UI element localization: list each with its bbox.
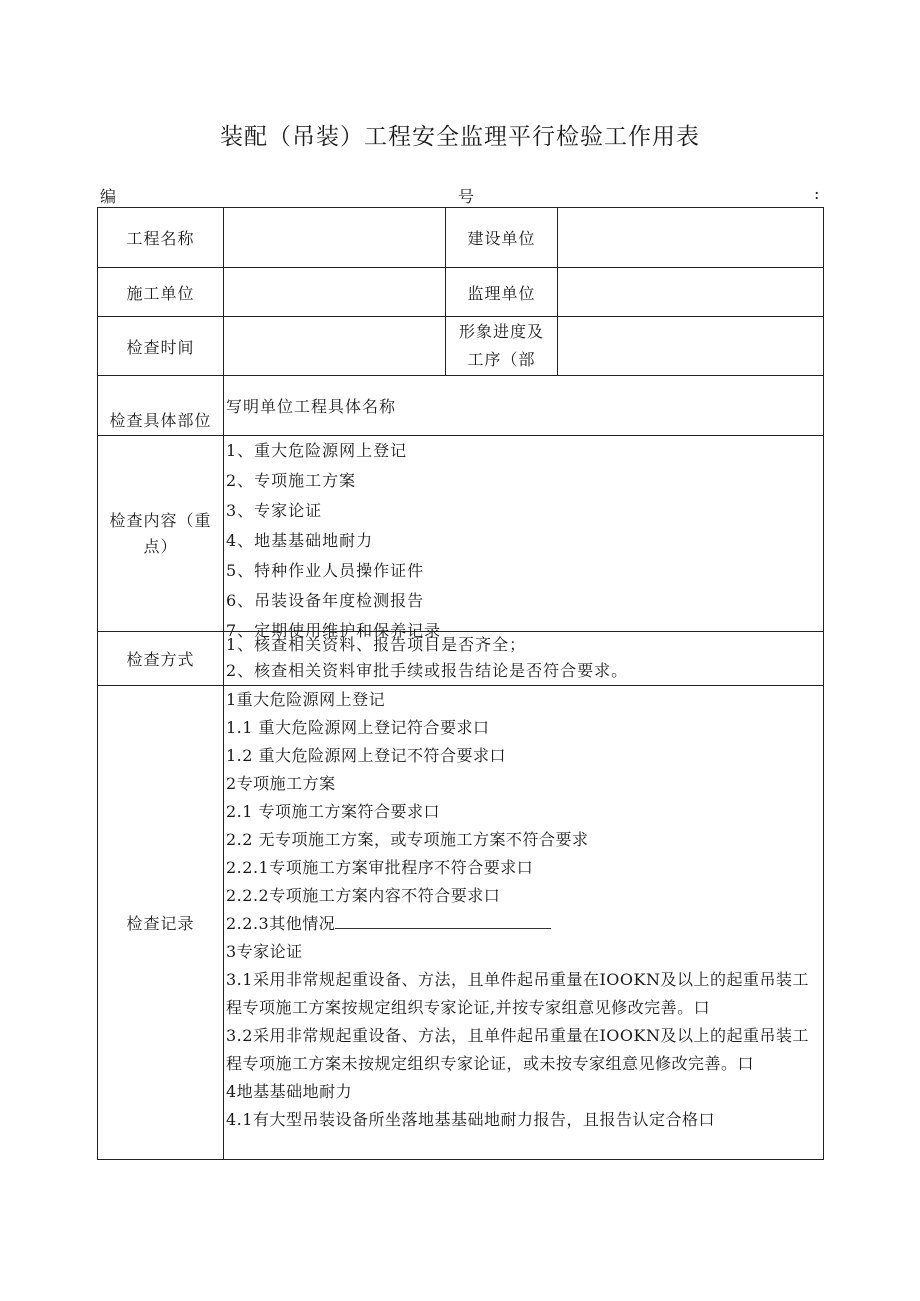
record-item: 3.2采用非常规起重设备、方法，且单件起吊重量在IOOKN及以上的起重吊装工程专项施工方案未按规定组织专家论证，或未按专家组意见修改完善。口 <box>226 1026 809 1073</box>
other-blank-line[interactable] <box>335 914 551 929</box>
contractor-label: 施工单位 <box>98 268 224 317</box>
record-item: 2专项施工方案 <box>226 774 336 793</box>
progress-field[interactable] <box>558 317 824 376</box>
project-name-field[interactable] <box>224 208 446 268</box>
record-item: 1.2 重大危险源网上登记不符合要求口 <box>226 746 507 765</box>
content-item: 3、专家论证 <box>226 501 323 520</box>
number-colon: : <box>814 184 820 203</box>
content-label-cell <box>98 436 224 632</box>
record-other-label: 2.2.3其他情况 <box>226 914 336 933</box>
check-time-field[interactable] <box>224 317 446 376</box>
supervisor-field[interactable] <box>558 268 824 317</box>
location-label: 检查具体部位 <box>98 376 224 436</box>
record-item: 4地基基础地耐力 <box>226 1082 353 1101</box>
project-name-label: 工程名称 <box>98 208 224 268</box>
number-label-left: 编 <box>100 187 117 206</box>
record-item: 3.1采用非常规起重设备、方法，且单件起吊重量在IOOKN及以上的起重吊装工程专项施工方案按规定组织专家论证,并按专家组意见修改完善。口 <box>226 970 809 1017</box>
record-item-other <box>224 910 823 938</box>
method-item: 1、核查相关资料、报告项目是否齐全； <box>226 635 527 654</box>
supervisor-label: 监理单位 <box>446 268 558 317</box>
record-item: 2.2 无专项施工方案，或专项施工方案不符合要求 <box>226 830 589 849</box>
record-item: 2.1 专项施工方案符合要求口 <box>226 802 441 821</box>
method-label: 检查方式 <box>98 632 224 686</box>
number-label-mid: 号 <box>458 187 475 206</box>
contractor-field[interactable] <box>224 268 446 317</box>
content-item: 4、地基基础地耐力 <box>226 531 374 550</box>
progress-label-cell <box>446 317 558 376</box>
method-items-cell <box>224 632 824 686</box>
method-item: 2、核查相关资料审批手续或报告结论是否符合要求。 <box>226 661 629 680</box>
content-items-cell <box>224 436 824 640</box>
record-item: 2.2.2专项施工方案内容不符合要求口 <box>226 886 501 905</box>
content-item: 2、专项施工方案 <box>226 471 357 490</box>
check-time-label: 检查时间 <box>98 317 224 376</box>
record-item: 1.1 重大危险源网上登记符合要求口 <box>226 718 490 737</box>
inspection-table <box>97 207 824 1160</box>
record-item: 1重大危险源网上登记 <box>226 690 386 709</box>
form-title: 装配（吊装）工程安全监理平行检验工作用表 <box>220 124 700 150</box>
content-item: 1、重大危险源网上登记 <box>226 441 408 460</box>
record-item: 4.1有大型吊装设备所坐落地基基础地耐力报告，且报告认定合格口 <box>226 1110 715 1129</box>
record-item: 3专家论证 <box>226 942 303 961</box>
location-value: 写明单位工程具体名称 <box>224 376 824 436</box>
content-item: 6、吊装设备年度检测报告 <box>226 591 425 610</box>
record-item: 2.2.1专项施工方案审批程序不符合要求口 <box>226 858 534 877</box>
builder-label: 建设单位 <box>446 208 558 268</box>
content-label: 检查内容（重点） <box>109 510 212 556</box>
content-item: 7、定期使用维护和保养记录 <box>226 621 442 640</box>
record-items-cell <box>224 686 824 1160</box>
record-label: 检查记录 <box>98 686 224 1160</box>
progress-label: 形象进度及工序（部 <box>458 322 544 369</box>
number-row <box>98 184 822 206</box>
content-item: 5、特种作业人员操作证件 <box>226 561 425 580</box>
builder-field[interactable] <box>558 208 824 268</box>
